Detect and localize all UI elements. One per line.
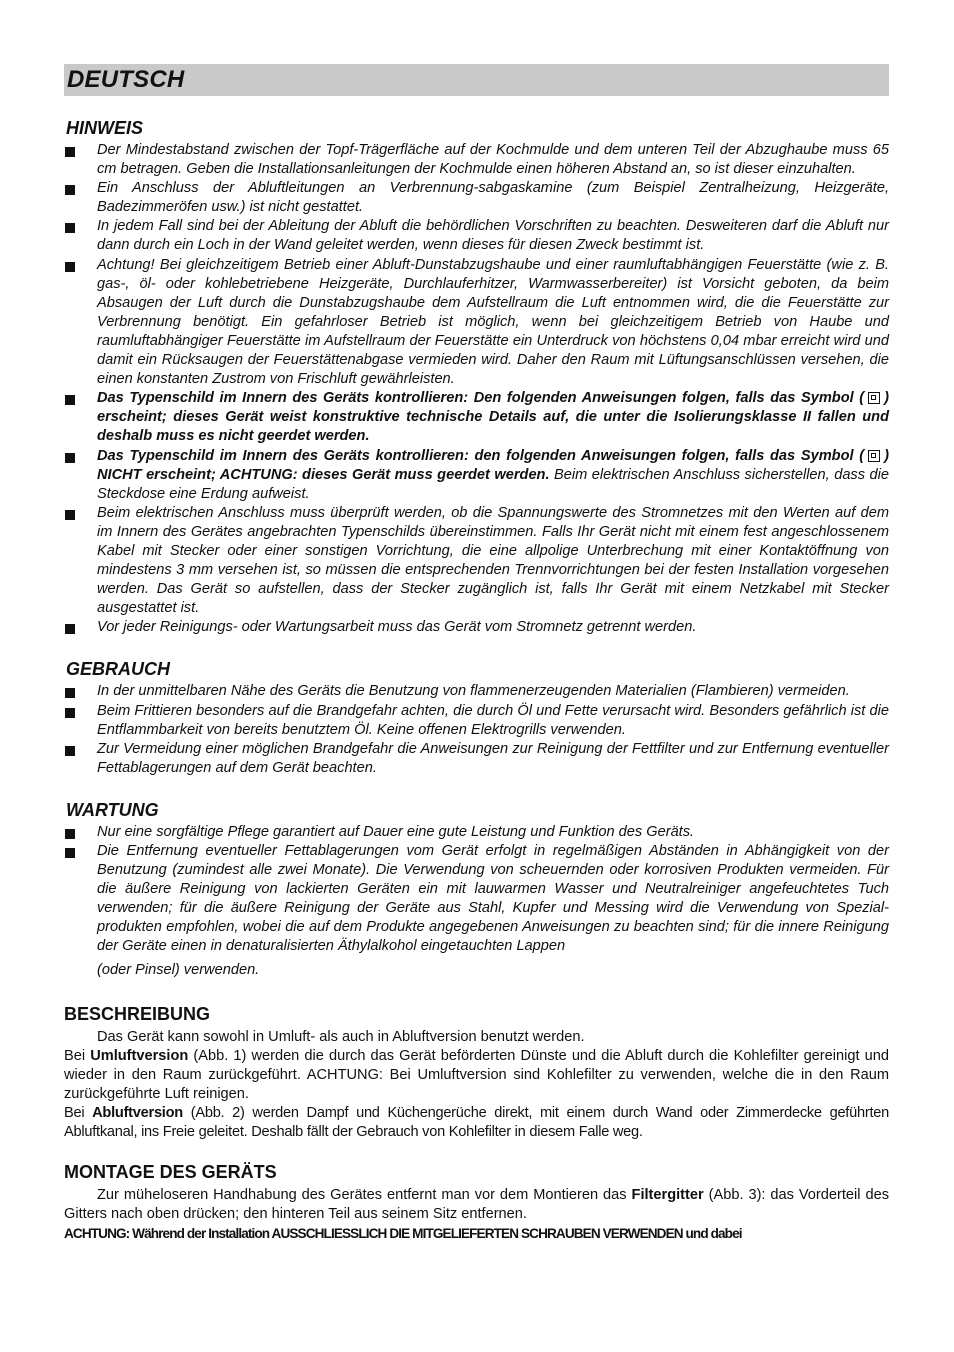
paragraph-bold-term: Abluftversion xyxy=(92,1104,183,1121)
item-text: (oder Pinsel) verwenden. xyxy=(97,961,260,978)
manual-page xyxy=(64,64,889,1243)
list-item xyxy=(64,842,889,980)
list-item: Nur eine sorgfältige Pflege garantiert auf Dauer eine gute Leistung und Funktion des Geräts. xyxy=(64,823,889,842)
language-header-bar xyxy=(64,64,889,96)
item-text: ) erscheint; dieses Gerät weist konstruktive technische Details auf, die unter die Isolierungsklasse II fallen und deshalb muss es nicht geerdet werden. xyxy=(97,390,889,445)
list-item xyxy=(64,389,889,446)
item-text: ) NICHT erscheint; ACHTUNG: dieses Gerät muss geerdet werden. xyxy=(97,447,889,483)
insulation-class-ii-symbol-icon xyxy=(868,450,880,462)
list-item: Der Mindestabstand zwischen der Topf-Trägerfläche auf der Kochmulde und dem unteren Teil der Abzughaube muss 65 cm betragen. Geben die Installationsanleitungen der Kochmulde einen höheren Abstand an, so ist dieser einzuhalten. xyxy=(64,141,889,179)
list-item: Ein Anschluss der Abluftleitungen an Verbrennung-sabgaskamine (zum Beispiel Zentralheizung, Heizgeräte, Badezimmeröfen usw.) ist nicht gestattet. xyxy=(64,179,889,217)
paragraph-text: (Abb. 3): das Vorderteil des Gitters nach oben drücken; den hinteren Teil aus seinem Sitz entfernen. xyxy=(64,1186,889,1222)
item-text: Die Entfernung eventueller Fettablagerungen vom Gerät erfolgt in regelmäßigen Abständen in Abhängigkeit von der Benutzung (zumindest alle zwei Monate). Die Verwendung von scheuernden oder korrosiven Produkten vermeiden. Für die äußere Reinigung von lackierten Geräten ein mit lauwarmen Wasser und Neutralreiniger angefeuchtetes Tuch verwenden; für die äußere Reinigung der Geräte aus Stahl, Kupfer und Messing wird die Verwendung von Spezial-produkten empfohlen, wobei die auf dem Produkte angegebenen Anweisungen zu beachten sind; für die innere Reinigung der Geräte einen in denaturalisierten Äthylalkohol eingetauchten Lappen xyxy=(97,843,889,955)
list-item xyxy=(64,447,889,504)
item-text: Das Typenschild im Innern des Geräts kontrollieren: den folgenden Anweisungen folgen, falls das Symbol ( xyxy=(97,447,865,464)
item-text: Beim elektrischen Anschluss sicherstellen, dass die Steckdose eine Erdung aufweist. xyxy=(97,466,889,502)
section-title-gebrauch: GEBRAUCH xyxy=(66,659,171,680)
paragraph xyxy=(64,1104,889,1142)
section-title-hinweis: HINWEIS xyxy=(66,118,144,138)
paragraph-bold-term: Filtergitter xyxy=(631,1186,704,1203)
paragraph-bold-term: Umluftversion xyxy=(90,1047,189,1064)
list-item: Beim elektrischen Anschluss muss überprüft werden, ob die Spannungswerte des Stromnetzes mit den Werten auf dem im Innern des Gerätes angebrachten Typenschilds übereinstimmen. Falls Ihr Gerät nicht mit einem fest angeschlossenem Kabel mit Stecker oder einer sonstigen Vorrichtung, die eine allpolige Unterbrechung mit einer Kontaktöffnung von mindestens 3 mm versehen ist, so müssen die entsprechenden Trennvorrichtungen bei der festen Installation vorgesehen werden. Das Gerät so aufstellen, dass der Stecker zugänglich ist, falls Ihr Gerät mit einem Netzkabel mit Stecker ausgestattet ist. xyxy=(64,504,889,619)
list-item: Beim Frittieren besonders auf die Brandgefahr achten, die durch Öl und Fette verursacht wird. Besonders gefährlich ist die Entflammbarkeit von bereits benutztem Öl. Keine offenen Elektrogrills verwenden. xyxy=(64,702,889,740)
insulation-class-ii-symbol-icon xyxy=(868,392,880,404)
paragraph: Das Gerät kann sowohl in Umluft- als auch in Abluftversion benutzt werden. xyxy=(97,1028,585,1045)
language-title: DEUTSCH xyxy=(67,66,185,93)
section-title-wartung: WARTUNG xyxy=(66,799,159,820)
wartung-list xyxy=(64,823,889,980)
paragraph-text: (Abb. 2) werden Dampf und Küchengerüche direkt, mit einem durch Wand oder Zimmerdecke geführten Abluftkanal, ins Freie geleitet. Deshalb fällt der Gebrauch von Kohlefilter in diesem Falle weg. xyxy=(64,1104,889,1140)
list-item: Vor jeder Reinigungs- oder Wartungsarbeit muss das Gerät vom Stromnetz getrennt werden. xyxy=(64,618,889,637)
paragraph xyxy=(64,1047,889,1104)
list-item: Zur Vermeidung einer möglichen Brandgefahr die Anweisungen zur Reinigung der Fettfilter und zur Entfernung eventueller Fettablagerungen auf dem Gerät beachten. xyxy=(64,740,889,778)
section-title-montage: MONTAGE DES GERÄTS xyxy=(64,1161,277,1182)
paragraph-text: Bei xyxy=(64,1047,91,1064)
paragraph-text: Zur müheloseren Handhabung des Gerätes entfernt man vor dem Montieren das xyxy=(97,1186,632,1203)
warning-text: ACHTUNG: Während der Installation AUSSCHLIESSLICH DIE MITGELIEFERTEN SCHRAUBEN VERWENDEN und dabei xyxy=(64,1225,742,1241)
paragraph-text: Bei xyxy=(64,1104,93,1121)
list-item: In jedem Fall sind bei der Ableitung der Abluft die behördlichen Vorschriften zu beachten. Desweiteren darf die Abluft nur dann durch ein Loch in der Wand geleitet werden, wenn dieses für diesen Zweck bestimmt ist. xyxy=(64,217,889,255)
gebrauch-list xyxy=(64,682,889,777)
item-text: Das Typenschild im Innern des Geräts kontrollieren: Den folgenden Anweisungen folgen, falls das Symbol ( xyxy=(97,390,865,407)
paragraph-text: (Abb. 1) werden die durch das Gerät beförderten Dünste und die Abluft durch die Kohlefilter gereinigt und wieder in den Raum zurückgeführt. ACHTUNG: Bei Umluftversion sind Kohlefilter zu verwenden, welche die in den Raum zurückgeführte Luft reinigen. xyxy=(64,1047,889,1102)
list-item: Achtung! Bei gleichzeitigem Betrieb einer Abluft-Dunstabzugshaube und einer raumluftabhängigen Feuerstätte (wie z. B. gas-, öl- oder kohlebetriebene Heizgeräte, Durchlauferhitzer, Warmwasserbereiter) ist Vorsicht geboten, da beim Absaugen der Luft durch die Dunstabzugshaube dem Aufstellraum die Luft entnommen wird, die die Feuerstätte zur Verbrennung benötigt. Ein gefahrloser Betrieb ist möglich, wenn bei gleichzeitigem Betrieb von Haube und raumluftabhängiger Feuerstätte im Aufstellraum der Feuerstätte ein Unterdruck von höchstens 0,04 mbar erreicht wird und damit ein Rücksaugen der Feuerstättenabgase vermieden wird. Daher den Raum mit Lüftungsanschlüssen versehen, die einen konstanten Zustrom von Frischluft gewährleisten. xyxy=(64,256,889,390)
hinweis-list xyxy=(64,141,889,637)
paragraph xyxy=(64,1186,889,1224)
section-title-beschreibung: BESCHREIBUNG xyxy=(64,1003,211,1024)
list-item: In der unmittelbaren Nähe des Geräts die Benutzung von flammenerzeugenden Materialien (Flambieren) vermeiden. xyxy=(64,682,889,701)
